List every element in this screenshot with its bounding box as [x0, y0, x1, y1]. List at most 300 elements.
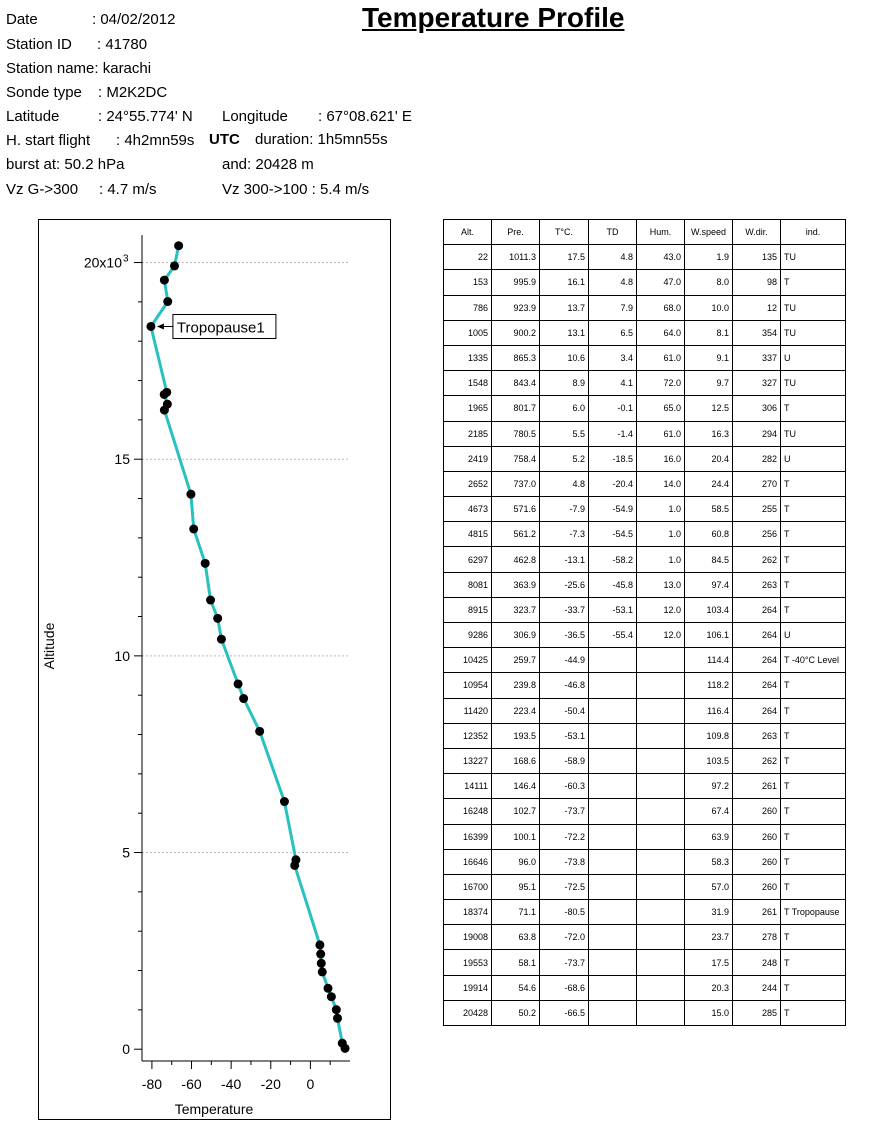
station-id-label: Station ID: [6, 36, 72, 53]
table-cell: 97.4: [685, 572, 733, 597]
table-cell: 109.8: [685, 723, 733, 748]
table-cell: 12352: [444, 723, 492, 748]
table-cell: 9286: [444, 623, 492, 648]
burst-pressure: burst at: 50.2 hPa: [6, 156, 125, 173]
table-cell: -73.7: [540, 799, 589, 824]
table-cell: 5.2: [540, 446, 589, 471]
start-flight-value: : 4h2mn59s: [116, 132, 195, 149]
table-cell: 801.7: [492, 396, 540, 421]
temperature-profile-chart: [38, 219, 392, 1121]
table-row: [444, 824, 846, 849]
table-cell: 1335: [444, 345, 492, 370]
table-cell: 118.2: [685, 673, 733, 698]
data-point: [206, 596, 215, 605]
table-cell: 264: [733, 623, 781, 648]
tropopause-annotation: [157, 314, 276, 338]
table-cell: 8081: [444, 572, 492, 597]
table-cell: -60.3: [540, 774, 589, 799]
table-row: [444, 446, 846, 471]
table-cell: -45.8: [589, 572, 637, 597]
table-cell: T: [781, 471, 846, 496]
table-cell: T: [781, 597, 846, 622]
table-cell: 282: [733, 446, 781, 471]
table-row: [444, 421, 846, 446]
data-point: [324, 984, 333, 993]
table-cell: T: [781, 396, 846, 421]
table-cell: 13227: [444, 748, 492, 773]
table-cell: -18.5: [589, 446, 637, 471]
data-point: [333, 1014, 342, 1023]
data-point: [315, 940, 324, 949]
table-cell: TU: [781, 320, 846, 345]
table-cell: 84.5: [685, 547, 733, 572]
table-cell: 31.9: [685, 900, 733, 925]
table-cell: TU: [781, 245, 846, 270]
table-cell: 16646: [444, 849, 492, 874]
data-point: [327, 992, 336, 1001]
table-cell: 264: [733, 698, 781, 723]
table-cell: 2419: [444, 446, 492, 471]
table-cell: 294: [733, 421, 781, 446]
table-cell: 63.9: [685, 824, 733, 849]
table-cell: 248: [733, 950, 781, 975]
table-cell: 255: [733, 497, 781, 522]
table-cell: 12: [733, 295, 781, 320]
station-name: Station name: karachi: [6, 60, 152, 77]
table-cell: 264: [733, 673, 781, 698]
x-tick-label: -20: [260, 1076, 281, 1092]
table-cell: -53.1: [540, 723, 589, 748]
table-row: [444, 698, 846, 723]
table-row: [444, 371, 846, 396]
table-cell: -73.8: [540, 849, 589, 874]
table-cell: T: [781, 950, 846, 975]
table-cell: 923.9: [492, 295, 540, 320]
column-header: TD: [589, 220, 637, 245]
table-cell: 63.8: [492, 925, 540, 950]
table-cell: 10.0: [685, 295, 733, 320]
table-cell: -46.8: [540, 673, 589, 698]
table-cell: 264: [733, 597, 781, 622]
table-cell: 20428: [444, 1000, 492, 1025]
data-point: [146, 322, 155, 331]
table-cell: 11420: [444, 698, 492, 723]
table-cell: 260: [733, 799, 781, 824]
table-header-row: [444, 220, 846, 245]
table-cell: -72.0: [540, 925, 589, 950]
table-cell: 4.8: [589, 270, 637, 295]
table-cell: [637, 975, 685, 1000]
table-cell: 786: [444, 295, 492, 320]
table-cell: -25.6: [540, 572, 589, 597]
table-row: [444, 597, 846, 622]
table-cell: [637, 799, 685, 824]
table-row: [444, 925, 846, 950]
table-cell: 780.5: [492, 421, 540, 446]
table-cell: 23.7: [685, 925, 733, 950]
data-table-container: [443, 219, 846, 1026]
table-cell: -13.1: [540, 547, 589, 572]
table-cell: T: [781, 547, 846, 572]
table-cell: -53.1: [589, 597, 637, 622]
table-cell: [589, 748, 637, 773]
table-cell: 1.0: [637, 497, 685, 522]
table-cell: 843.4: [492, 371, 540, 396]
table-cell: 20.3: [685, 975, 733, 1000]
table-cell: 65.0: [637, 396, 685, 421]
table-cell: 561.2: [492, 522, 540, 547]
chart-frame: [39, 220, 391, 1120]
table-row: [444, 950, 846, 975]
table-cell: TU: [781, 421, 846, 446]
table-cell: 16399: [444, 824, 492, 849]
table-cell: 17.5: [540, 245, 589, 270]
table-cell: -72.2: [540, 824, 589, 849]
table-cell: 1011.3: [492, 245, 540, 270]
table-cell: 19914: [444, 975, 492, 1000]
table-cell: 571.6: [492, 497, 540, 522]
table-cell: 72.0: [637, 371, 685, 396]
table-cell: -58.2: [589, 547, 637, 572]
table-row: [444, 774, 846, 799]
table-cell: 19553: [444, 950, 492, 975]
table-cell: 264: [733, 648, 781, 673]
table-cell: 278: [733, 925, 781, 950]
data-point: [234, 679, 243, 688]
table-cell: [637, 774, 685, 799]
table-cell: 9.7: [685, 371, 733, 396]
table-cell: T: [781, 824, 846, 849]
table-cell: T: [781, 748, 846, 773]
table-cell: 1548: [444, 371, 492, 396]
annotation-text: Tropopause1: [176, 319, 265, 337]
table-cell: 1.0: [637, 522, 685, 547]
table-cell: 60.8: [685, 522, 733, 547]
table-cell: 100.1: [492, 824, 540, 849]
table-cell: 116.4: [685, 698, 733, 723]
table-cell: [589, 874, 637, 899]
table-cell: 19008: [444, 925, 492, 950]
table-cell: 7.9: [589, 295, 637, 320]
y-tick-label: 20x10: [83, 254, 122, 271]
table-cell: 64.0: [637, 320, 685, 345]
data-point: [201, 559, 210, 568]
table-cell: 103.4: [685, 597, 733, 622]
table-row: [444, 320, 846, 345]
table-row: [444, 497, 846, 522]
table-cell: [637, 925, 685, 950]
table-cell: 4815: [444, 522, 492, 547]
latitude-value: : 24°55.774' N: [98, 108, 193, 125]
y-tick-label: 5: [122, 844, 130, 861]
table-cell: 327: [733, 371, 781, 396]
table-cell: TU: [781, 295, 846, 320]
table-cell: [637, 748, 685, 773]
data-point: [189, 524, 198, 533]
table-row: [444, 245, 846, 270]
table-cell: [637, 824, 685, 849]
table-cell: 58.1: [492, 950, 540, 975]
table-cell: 8.0: [685, 270, 733, 295]
table-cell: [589, 774, 637, 799]
table-cell: [589, 673, 637, 698]
date-label: Date: [6, 11, 38, 28]
start-flight-label: H. start flight: [6, 132, 91, 149]
table-cell: 4.1: [589, 371, 637, 396]
table-cell: [637, 849, 685, 874]
table-cell: 12.0: [637, 597, 685, 622]
table-cell: 10.6: [540, 345, 589, 370]
vz1-label: Vz G->300: [6, 181, 79, 198]
table-body: [444, 245, 846, 1026]
table-cell: 16.0: [637, 446, 685, 471]
table-cell: -66.5: [540, 1000, 589, 1025]
table-cell: 18374: [444, 900, 492, 925]
table-cell: [589, 975, 637, 1000]
data-point: [160, 276, 169, 285]
table-cell: 67.4: [685, 799, 733, 824]
table-cell: 259.7: [492, 648, 540, 673]
table-cell: [637, 723, 685, 748]
table-row: [444, 748, 846, 773]
table-cell: 16.3: [685, 421, 733, 446]
y-tick-label: 15: [114, 451, 130, 468]
table-cell: [589, 849, 637, 874]
table-row: [444, 295, 846, 320]
table-cell: 153: [444, 270, 492, 295]
table-row: [444, 975, 846, 1000]
table-cell: 6.5: [589, 320, 637, 345]
data-point: [318, 967, 327, 976]
table-cell: -80.5: [540, 900, 589, 925]
table-cell: 135: [733, 245, 781, 270]
column-header: W.speed: [685, 220, 733, 245]
table-cell: T: [781, 874, 846, 899]
table-cell: 256: [733, 522, 781, 547]
table-cell: 58.5: [685, 497, 733, 522]
table-cell: 1.0: [637, 547, 685, 572]
column-header: Hum.: [637, 220, 685, 245]
table-cell: T: [781, 925, 846, 950]
data-point: [186, 490, 195, 499]
table-cell: 95.1: [492, 874, 540, 899]
table-cell: 6.0: [540, 396, 589, 421]
table-cell: 260: [733, 824, 781, 849]
table-cell: 462.8: [492, 547, 540, 572]
vz1-value: : 4.7 m/s: [99, 181, 157, 198]
table-cell: 223.4: [492, 698, 540, 723]
table-cell: 106.1: [685, 623, 733, 648]
table-cell: 239.8: [492, 673, 540, 698]
table-cell: 54.6: [492, 975, 540, 1000]
table-cell: 47.0: [637, 270, 685, 295]
table-cell: T: [781, 673, 846, 698]
table-cell: -68.6: [540, 975, 589, 1000]
table-cell: [589, 824, 637, 849]
table-cell: -55.4: [589, 623, 637, 648]
table-cell: 261: [733, 774, 781, 799]
sonde-type-label: Sonde type: [6, 84, 82, 101]
longitude-label: Longitude: [222, 108, 288, 125]
table-cell: 4673: [444, 497, 492, 522]
table-cell: 71.1: [492, 900, 540, 925]
table-cell: U: [781, 345, 846, 370]
table-cell: 16.1: [540, 270, 589, 295]
table-cell: [589, 648, 637, 673]
table-cell: 43.0: [637, 245, 685, 270]
table-cell: 17.5: [685, 950, 733, 975]
table-cell: 14111: [444, 774, 492, 799]
table-cell: [589, 698, 637, 723]
table-cell: [637, 950, 685, 975]
table-cell: 1965: [444, 396, 492, 421]
data-point: [317, 959, 326, 968]
table-cell: -44.9: [540, 648, 589, 673]
table-cell: T: [781, 723, 846, 748]
table-cell: 337: [733, 345, 781, 370]
table-cell: 8.9: [540, 371, 589, 396]
table-cell: 4.8: [540, 471, 589, 496]
table-cell: -73.7: [540, 950, 589, 975]
table-row: [444, 345, 846, 370]
table-cell: 3.4: [589, 345, 637, 370]
table-cell: 57.0: [685, 874, 733, 899]
table-cell: [637, 1000, 685, 1025]
table-row: [444, 270, 846, 295]
page-title: Temperature Profile: [362, 2, 625, 33]
table-row: [444, 547, 846, 572]
table-row: [444, 623, 846, 648]
table-cell: 262: [733, 547, 781, 572]
table-row: [444, 396, 846, 421]
burst-altitude: and: 20428 m: [222, 156, 314, 173]
sounding-data-table: [443, 219, 846, 1026]
table-cell: 114.4: [685, 648, 733, 673]
table-cell: 900.2: [492, 320, 540, 345]
table-cell: -50.4: [540, 698, 589, 723]
table-cell: T: [781, 698, 846, 723]
table-cell: -36.5: [540, 623, 589, 648]
table-cell: [637, 874, 685, 899]
table-cell: -54.5: [589, 522, 637, 547]
station-id-value: : 41780: [97, 36, 148, 53]
table-cell: -7.3: [540, 522, 589, 547]
table-cell: 995.9: [492, 270, 540, 295]
table-cell: 14.0: [637, 471, 685, 496]
table-cell: 263: [733, 723, 781, 748]
table-cell: 68.0: [637, 295, 685, 320]
table-cell: 13.7: [540, 295, 589, 320]
data-point: [316, 950, 325, 959]
table-cell: 758.4: [492, 446, 540, 471]
table-cell: [637, 698, 685, 723]
table-cell: 13.1: [540, 320, 589, 345]
table-cell: 12.5: [685, 396, 733, 421]
data-point: [280, 797, 289, 806]
table-row: [444, 522, 846, 547]
table-cell: T: [781, 1000, 846, 1025]
table-row: [444, 648, 846, 673]
table-cell: -7.9: [540, 497, 589, 522]
table-cell: 168.6: [492, 748, 540, 773]
table-cell: 12.0: [637, 623, 685, 648]
table-cell: 58.3: [685, 849, 733, 874]
table-cell: 10425: [444, 648, 492, 673]
table-cell: 244: [733, 975, 781, 1000]
latitude-label: Latitude: [6, 108, 60, 125]
sonde-type-value: : M2K2DC: [98, 84, 168, 101]
data-point: [163, 297, 172, 306]
table-cell: 260: [733, 874, 781, 899]
table-row: [444, 471, 846, 496]
table-cell: 97.2: [685, 774, 733, 799]
table-cell: [589, 1000, 637, 1025]
table-cell: 61.0: [637, 345, 685, 370]
table-row: [444, 799, 846, 824]
table-cell: 4.8: [589, 245, 637, 270]
table-cell: 24.4: [685, 471, 733, 496]
table-cell: -33.7: [540, 597, 589, 622]
table-cell: [589, 925, 637, 950]
table-cell: 2652: [444, 471, 492, 496]
table-cell: T: [781, 849, 846, 874]
data-point: [213, 614, 222, 623]
table-cell: 737.0: [492, 471, 540, 496]
table-cell: T: [781, 270, 846, 295]
table-cell: [589, 723, 637, 748]
table-row: [444, 900, 846, 925]
table-cell: 354: [733, 320, 781, 345]
longitude-value: : 67°08.621' E: [318, 108, 412, 125]
table-cell: 103.5: [685, 748, 733, 773]
data-point: [174, 241, 183, 250]
x-tick-label: -60: [181, 1076, 202, 1092]
table-cell: U: [781, 623, 846, 648]
table-cell: 8.1: [685, 320, 733, 345]
data-point: [291, 855, 300, 864]
table-cell: 323.7: [492, 597, 540, 622]
table-cell: T Tropopause: [781, 900, 846, 925]
table-cell: T -40°C Level: [781, 648, 846, 673]
table-cell: -58.9: [540, 748, 589, 773]
table-cell: 22: [444, 245, 492, 270]
table-row: [444, 1000, 846, 1025]
table-cell: 102.7: [492, 799, 540, 824]
table-cell: -1.4: [589, 421, 637, 446]
table-cell: 9.1: [685, 345, 733, 370]
y-tick-exponent: 3: [123, 253, 129, 265]
utc-label: UTC: [209, 131, 240, 148]
table-cell: 13.0: [637, 572, 685, 597]
table-cell: 8915: [444, 597, 492, 622]
table-cell: 146.4: [492, 774, 540, 799]
table-cell: 16700: [444, 874, 492, 899]
column-header: Pre.: [492, 220, 540, 245]
date-value: : 04/02/2012: [92, 11, 176, 28]
table-cell: [589, 900, 637, 925]
table-cell: 306.9: [492, 623, 540, 648]
x-axis-label: Temperature: [174, 1101, 254, 1117]
table-cell: 61.0: [637, 421, 685, 446]
table-cell: -0.1: [589, 396, 637, 421]
data-point: [170, 261, 179, 270]
table-cell: 98: [733, 270, 781, 295]
table-row: [444, 849, 846, 874]
table-cell: [589, 799, 637, 824]
table-cell: [637, 648, 685, 673]
table-cell: 20.4: [685, 446, 733, 471]
table-cell: 261: [733, 900, 781, 925]
